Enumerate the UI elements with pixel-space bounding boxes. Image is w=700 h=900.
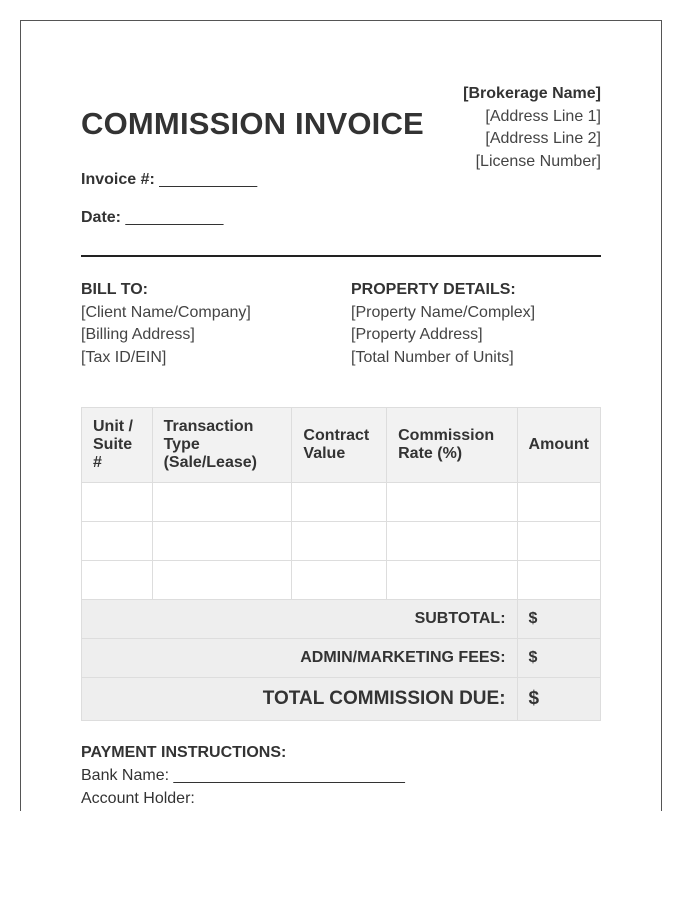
table-cell[interactable]: [292, 522, 387, 561]
table-cell[interactable]: [152, 522, 292, 561]
bank-name-line: Bank Name: __________________________: [81, 767, 405, 784]
fees-value[interactable]: $: [517, 639, 600, 678]
subtotal-label: SUBTOTAL:: [82, 600, 518, 639]
table-cell[interactable]: [387, 561, 517, 600]
brokerage-info: [463, 83, 601, 173]
invoice-date-field[interactable]: ___________: [125, 209, 224, 226]
property-details-section: [351, 279, 535, 369]
subtotal-row: [82, 600, 601, 639]
invoice-page: [20, 20, 662, 811]
property-address: [Property Address]: [351, 326, 483, 343]
column-header-unit: Unit / Suite #: [82, 408, 153, 483]
invoice-number-line: [81, 171, 257, 189]
header-divider: [81, 255, 601, 257]
total-row: [82, 678, 601, 721]
table-cell[interactable]: [292, 561, 387, 600]
column-header-amount: Amount: [517, 408, 600, 483]
table-cell[interactable]: [152, 483, 292, 522]
subtotal-value[interactable]: $: [517, 600, 600, 639]
fees-label: ADMIN/MARKETING FEES:: [82, 639, 518, 678]
table-row: [82, 483, 601, 522]
brokerage-license: [License Number]: [475, 152, 601, 170]
total-label: TOTAL COMMISSION DUE:: [82, 678, 518, 721]
table-row: [82, 522, 601, 561]
brokerage-address-line-1: [Address Line 1]: [485, 107, 601, 125]
account-holder-line: Account Holder:: [81, 790, 195, 807]
bill-to-tax-id: [Tax ID/EIN]: [81, 348, 167, 366]
total-value[interactable]: $: [517, 678, 600, 721]
table-cell[interactable]: [152, 561, 292, 600]
bill-to-section: [81, 279, 251, 369]
brokerage-address-line-2: [Address Line 2]: [485, 130, 601, 147]
property-units: [Total Number of Units]: [351, 348, 514, 366]
table-cell[interactable]: [387, 522, 517, 561]
table-cell[interactable]: [517, 561, 600, 600]
commission-table: [81, 407, 601, 721]
column-header-commission-rate: Commission Rate (%): [387, 408, 517, 483]
table-cell[interactable]: [387, 483, 517, 522]
table-cell[interactable]: [517, 522, 600, 561]
invoice-title: COMMISSION INVOICE: [81, 106, 424, 141]
invoice-number-field[interactable]: ___________: [159, 171, 258, 188]
invoice-number-label: Invoice #:: [81, 171, 155, 188]
bill-to-address: [Billing Address]: [81, 326, 195, 343]
brokerage-name: [Brokerage Name]: [463, 85, 601, 102]
invoice-date-label: Date:: [81, 209, 122, 226]
payment-instructions: [81, 741, 405, 810]
bill-to-heading: BILL TO:: [81, 281, 148, 298]
invoice-date-line: [81, 209, 223, 227]
column-header-contract-value: Contract Value: [292, 408, 387, 483]
payment-heading: PAYMENT INSTRUCTIONS:: [81, 744, 287, 761]
column-header-transaction-type: Transaction Type (Sale/Lease): [152, 408, 292, 483]
table-cell[interactable]: [82, 561, 153, 600]
table-cell[interactable]: [82, 483, 153, 522]
property-details-heading: PROPERTY DETAILS:: [351, 281, 516, 298]
table-row: [82, 561, 601, 600]
property-name: [Property Name/Complex]: [351, 303, 536, 321]
table-cell[interactable]: [517, 483, 600, 522]
table-header-row: [82, 408, 601, 483]
bill-to-client: [Client Name/Company]: [81, 303, 251, 321]
fees-row: [82, 639, 601, 678]
table-cell[interactable]: [292, 483, 387, 522]
table-cell[interactable]: [82, 522, 153, 561]
